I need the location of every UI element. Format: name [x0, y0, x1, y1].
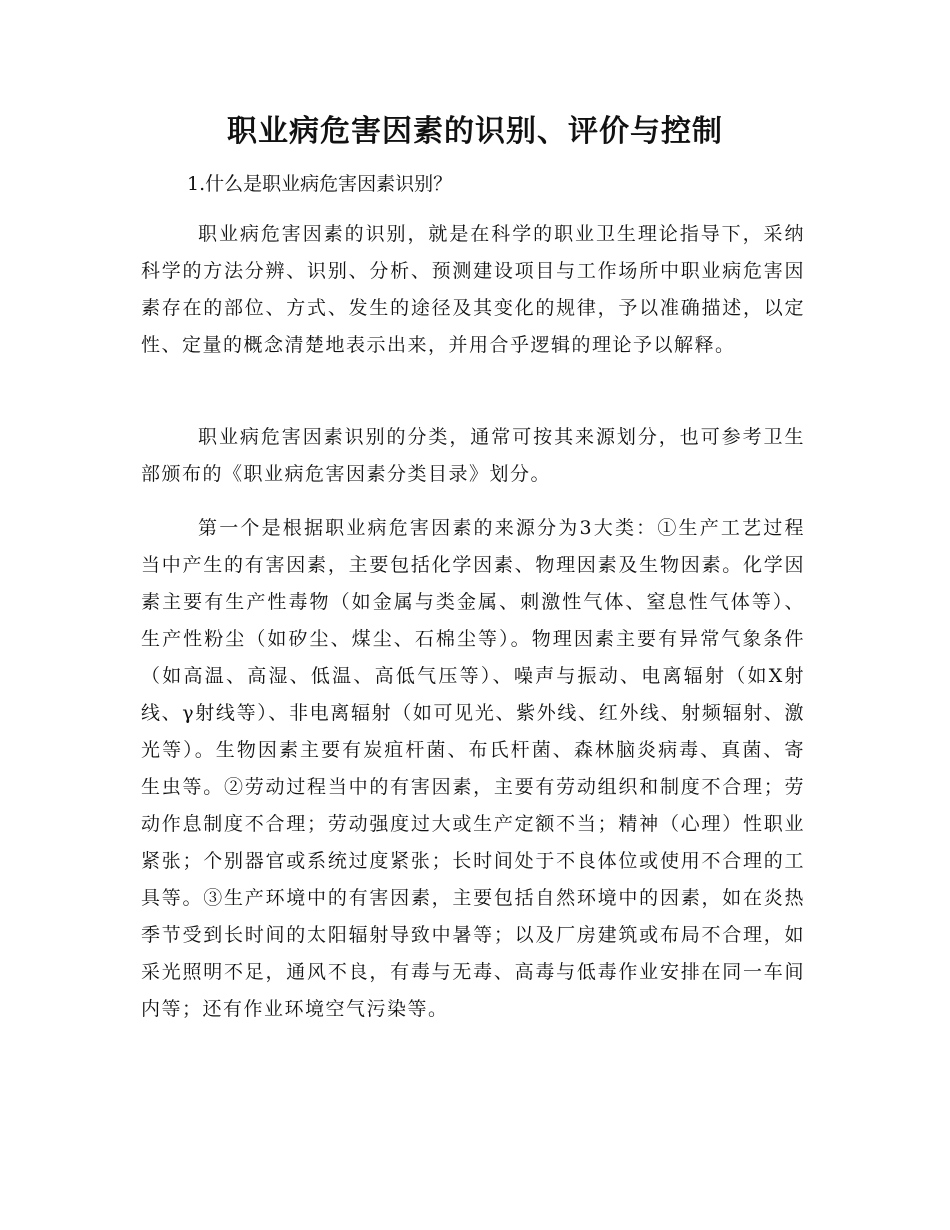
page-title: 职业病危害因素的识别、评价与控制 — [227, 114, 723, 149]
paragraph-definition: 职业病危害因素的识别，就是在科学的职业卫生理论指导下，采纳科学的方法分辨、识别、分析、预测建设项目与工作场所中职业病危害因素存在的部位、方式、发生的途径及其变化的规律，予以准确描述，以定性、定量的概念清楚地表示出来，并用合乎逻辑的理论予以解释。 — [141, 223, 805, 356]
paragraph-classification: 职业病危害因素识别的分类，通常可按其来源划分，也可参考卫生部颁布的《职业病危害因素分类目录》划分。 — [141, 426, 805, 485]
paragraph-three-categories: 第一个是根据职业病危害因素的来源分为3大类：①生产工艺过程当中产生的有害因素，主要包括化学因素、物理因素及生物因素。化学因素主要有生产性毒物（如金属与类金属、刺激性气体、窒息性气体等）、生产性粉尘（如矽尘、煤尘、石棉尘等）。物理因素主要有异常气象条件（如高温、高湿、低温、高低气压等）、噪声与振动、电离辐射（如X射线、γ射线等）、非电离辐射（如可见光、紫外线、红外线、射频辐射、激光等）。生物因素主要有炭疽杆菌、布氏杆菌、森林脑炎病毒、真菌、寄生虫等。②劳动过程当中的有害因素，主要有劳动组织和制度不合理；劳动作息制度不合理；劳动强度过大或生产定额不当；精神（心理）性职业紧张；个别器官或系统过度紧张；长时间处于不良体位或使用不合理的工具等。③生产环境中的有害因素，主要包括自然环境中的因素，如在炎热季节受到长时间的太阳辐射导致中暑等；以及厂房建筑或布局不合理，如采光照明不足，通风不良，有毒与无毒、高毒与低毒作业安排在同一车间内等；还有作业环境空气污染等。 — [141, 517, 805, 1020]
question-heading: 1.什么是职业病危害因素识别？ — [187, 173, 453, 195]
